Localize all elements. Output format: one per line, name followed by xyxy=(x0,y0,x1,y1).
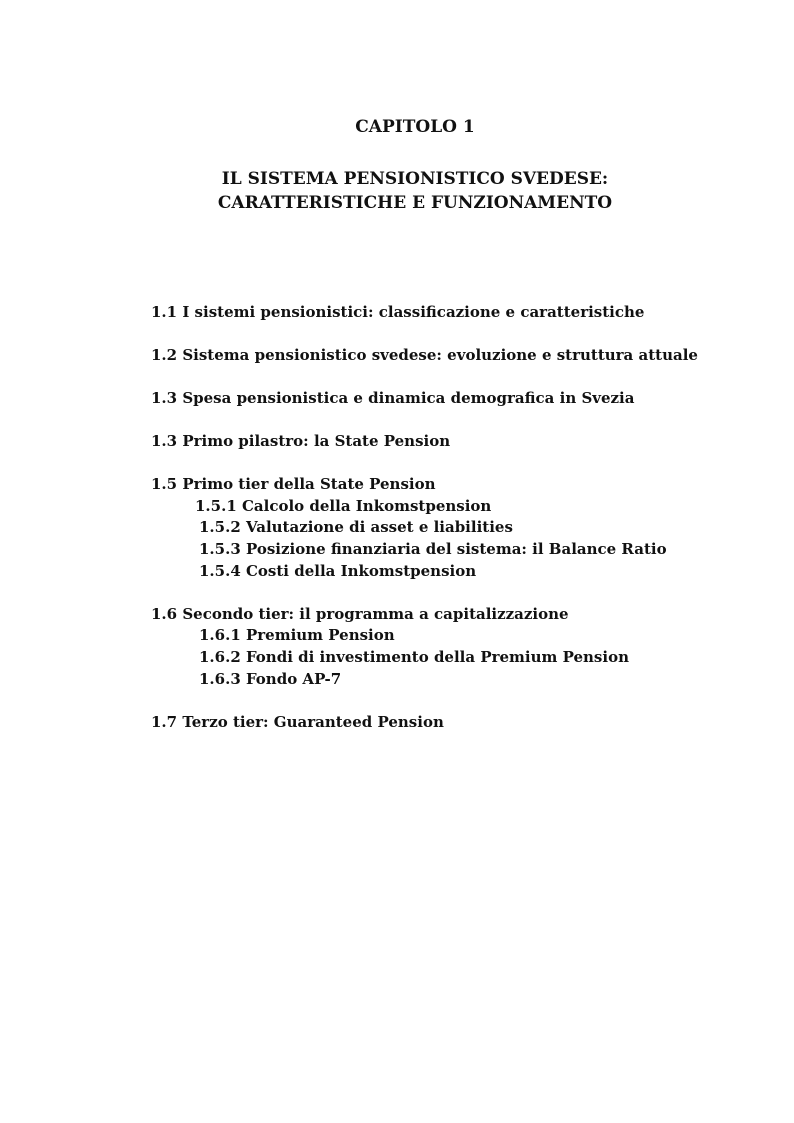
chapter-label: CAPITOLO 1 xyxy=(355,117,475,137)
toc-subsection-1-5-3: 1.5.3 Posizione finanziaria del sistema: il Balance Ratio xyxy=(199,540,667,558)
toc-section-1-6: 1.6 Secondo tier: il programma a capitalizzazione xyxy=(151,605,569,623)
toc-subsection-1-5-2: 1.5.2 Valutazione di asset e liabilities xyxy=(199,518,513,536)
toc-section-1-5: 1.5 Primo tier della State Pension xyxy=(151,475,436,493)
chapter-title-line-2: CARATTERISTICHE E FUNZIONAMENTO xyxy=(217,193,613,213)
toc-subsection-1-6-3: 1.6.3 Fondo AP-7 xyxy=(199,670,342,688)
toc-section-1-7: 1.7 Terzo tier: Guaranteed Pension xyxy=(151,713,444,731)
toc-section-1-2: 1.2 Sistema pensionistico svedese: evoluzione e struttura attuale xyxy=(151,346,698,364)
toc-subsection-1-5-1: 1.5.1 Calcolo della Inkomstpension xyxy=(195,497,492,515)
toc-section-1-1: 1.1 I sistemi pensionistici: classificazione e caratteristiche xyxy=(151,303,645,321)
toc-section-1-3-primo-pilastro: 1.3 Primo pilastro: la State Pension xyxy=(151,432,451,450)
chapter-title-line-1: IL SISTEMA PENSIONISTICO SVEDESE: xyxy=(221,169,609,189)
toc-subsection-1-6-1: 1.6.1 Premium Pension xyxy=(199,626,395,644)
toc-section-1-3-spesa: 1.3 Spesa pensionistica e dinamica demografica in Svezia xyxy=(151,389,635,407)
toc-subsection-1-6-2: 1.6.2 Fondi di investimento della Premium Pension xyxy=(199,648,629,666)
toc-subsection-1-5-4: 1.5.4 Costi della Inkomstpension xyxy=(199,562,477,580)
